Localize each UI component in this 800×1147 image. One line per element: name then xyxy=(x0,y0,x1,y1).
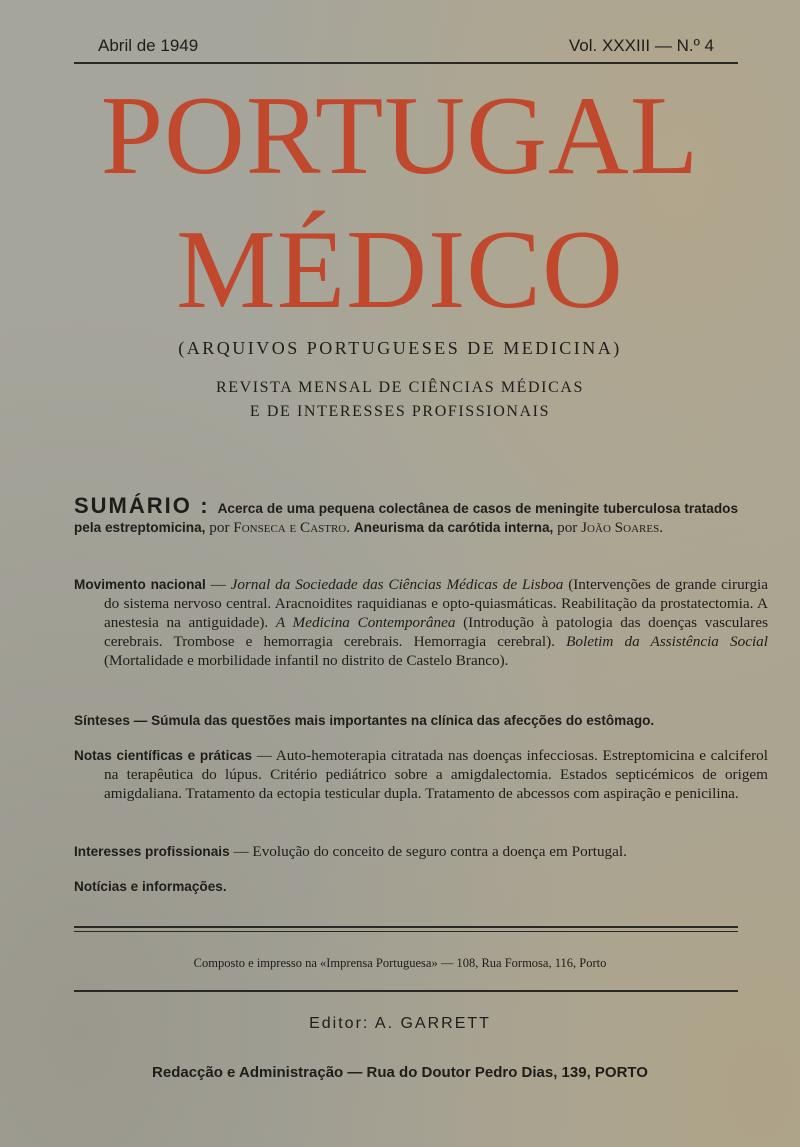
movimento-text1: (Intervenções de grande cirurgia do sistema nervoso central. Aracnoidites raquidianas e opto-quiasmáticas. Reabilitação da prostatectomia. A anestesia na antiguidade). xyxy=(104,576,769,631)
section-interesses xyxy=(74,842,768,861)
masthead-tagline-line2: E DE INTERESSES PROFISSIONAIS xyxy=(249,403,551,420)
movimento-text2: (Introdução à patologia das doenças vasculares cerebrais. Trombose e hemorragia cerebrais. Hemorragia cerebral). xyxy=(104,614,768,650)
masthead-title-line2: MÉDICO xyxy=(176,208,624,332)
interesses-label: Interesses profissionais xyxy=(74,844,230,859)
sumario-author2: João Soares. xyxy=(581,519,663,536)
footer-rule-top-b xyxy=(74,931,738,932)
sumario-block xyxy=(74,493,739,537)
movimento-journal3: Boletim da Assistência Social xyxy=(566,633,768,650)
movimento-label: Movimento nacional xyxy=(74,577,206,592)
masthead-subtitle: (ARQUIVOS PORTUGUESES DE MEDICINA) xyxy=(178,338,622,358)
interesses-text: — Evolução do conceito de seguro contra a doença em Portugal. xyxy=(229,843,627,860)
sumario-by1: por xyxy=(209,519,230,536)
volume-number: Vol. XXXIII — N.º 4 xyxy=(568,36,714,55)
sumario-article2: Aneurisma da carótida interna, xyxy=(353,520,554,535)
printer-credit: Composto e impresso na «Imprensa Portuguesa» — 108, Rua Formosa, 116, Porto xyxy=(193,956,607,970)
masthead-title-line1: PORTUGAL xyxy=(100,74,700,198)
movimento-journal2: A Medicina Contemporânea xyxy=(275,614,456,631)
section-noticias xyxy=(74,877,768,896)
footer-rule-top-a xyxy=(74,926,738,928)
sumario-article1: Acerca de uma pequena colectânea de casos de meningite tuberculosa tratados pela estreptomicina, xyxy=(74,501,739,535)
sumario-by2: por xyxy=(557,519,578,536)
issue-date: Abril de 1949 xyxy=(98,36,199,55)
movimento-text3: (Mortalidade e morbilidade infantil no distrito de Castelo Branco). xyxy=(104,652,509,669)
movimento-dash: — xyxy=(205,576,231,593)
sumario-author1: Fonseca e Castro. xyxy=(233,519,351,536)
movimento-journal1: Jornal da Sociedade das Ciências Médicas de Lisboa xyxy=(230,576,564,593)
editor-credit: Editor: A. GARRETT xyxy=(309,1015,491,1032)
notas-text: — Auto-hemoterapia citratada nas doenças infecciosas. Estreptomicina e calciferol na terapêutica do lúpus. Critério pediátrico sobre a amigdalectomia. Estados septicémicos de origem amigdaliana. Tratamento da ectopia testicular dupla. Tratamento de abcessos com aspiração e penicilina. xyxy=(104,747,768,802)
header-rule xyxy=(74,62,738,64)
section-movimento-nacional xyxy=(74,575,768,670)
sinteses-text: — Súmula das questões mais importantes na clínica das afecções do estômago. xyxy=(129,713,655,728)
notas-label: Notas científicas e práticas xyxy=(74,748,253,763)
sumario-label: SUMÁRIO : xyxy=(74,493,210,518)
sinteses-label: Sínteses xyxy=(74,713,130,728)
section-sinteses xyxy=(74,711,768,730)
section-notas-cientificas xyxy=(74,746,768,803)
masthead-tagline-line1: REVISTA MENSAL DE CIÊNCIAS MÉDICAS xyxy=(215,379,585,396)
redaccao-address: Redacção e Administração — Rua do Doutor Pedro Dias, 139, PORTO xyxy=(152,1064,648,1081)
footer-rule-middle xyxy=(74,990,738,992)
noticias-label: Notícias e informações. xyxy=(74,879,227,894)
